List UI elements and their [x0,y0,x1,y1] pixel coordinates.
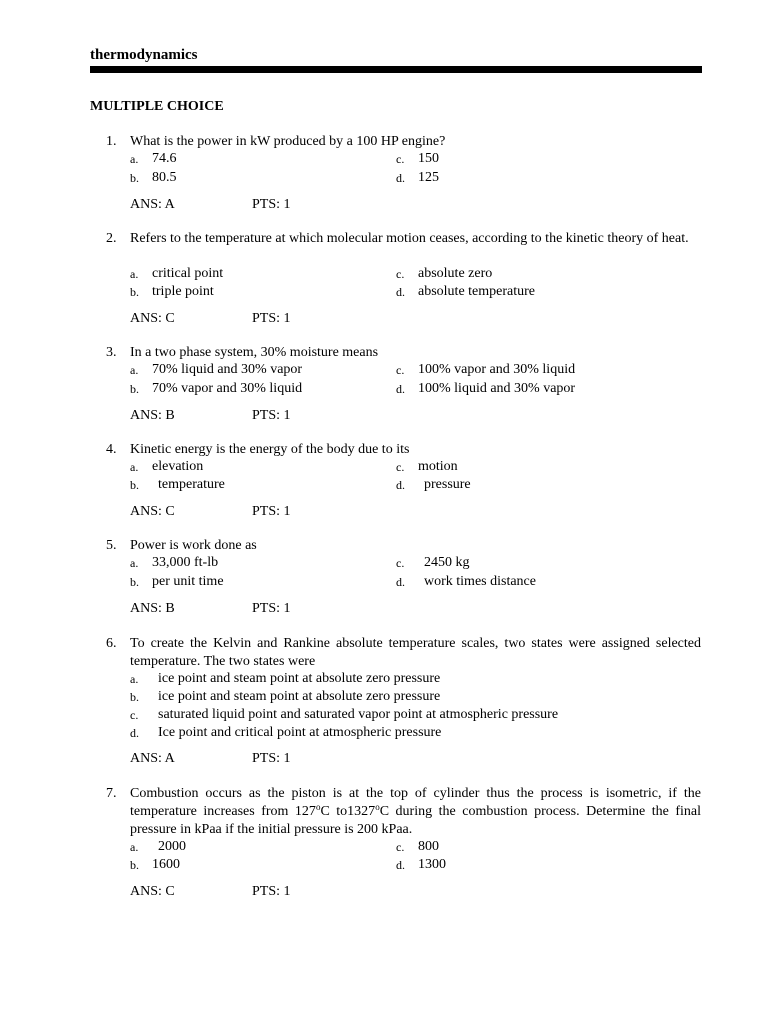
question-text: Kinetic energy is the energy of the body due to its [130,442,410,457]
choice-letter: b. [130,858,139,872]
choice-letter: a. [130,556,139,570]
choice-letter: a. [130,363,139,377]
choice-text: work times distance [424,574,536,589]
choice-text: 74.6 [152,151,177,166]
choice-letter: b. [130,690,139,704]
choice-text: 800 [418,839,439,854]
choice-text: 70% vapor and 30% liquid [152,381,303,396]
choice-letter: c. [396,267,405,281]
question-text: To create the Kelvin and Rankine absolute temperature scales, two states were assigned selected temperature. The two states were [130,636,701,669]
question-text [130,785,701,839]
question-text: What is the power in kW produced by a 100 HP engine? [130,134,446,149]
choice-text: absolute temperature [418,284,536,299]
question-text-part: C to1327 [320,804,376,819]
question-number: 6. [106,636,117,651]
points-label: PTS: 1 [252,884,291,899]
degree-superscript: o [315,802,321,812]
choice-letter: a. [130,672,139,686]
choice-text: 125 [418,170,439,185]
choice-text: motion [418,459,458,474]
answer-label: ANS: C [130,884,175,899]
header-rule [90,66,702,73]
section-title: MULTIPLE CHOICE [90,99,224,114]
choice-letter: d. [396,858,405,872]
choice-text: critical point [152,266,224,281]
question-text: Refers to the temperature at which molecular motion ceases, according to the kinetic theory of heat. [130,231,689,246]
answer-label: ANS: C [130,504,175,519]
choice-letter: d. [396,171,405,185]
question-number: 4. [106,442,117,457]
points-label: PTS: 1 [252,504,291,519]
choice-letter: b. [130,285,139,299]
document-header-title: thermodynamics [90,47,198,63]
choice-text: 100% vapor and 30% liquid [418,362,576,377]
question-text-part: C during the combustion process. Determine the final pressure in kPaa if the initial pressure is 200 kPaa. [130,804,701,837]
choice-text: Ice point and critical point at atmospheric pressure [158,725,442,740]
choice-text: saturated liquid point and saturated vapor point at atmospheric pressure [158,707,559,722]
question-text: Power is work done as [130,538,257,553]
answer-label: ANS: B [130,408,175,423]
choice-text: per unit time [152,574,224,589]
answer-label: ANS: C [130,311,175,326]
points-label: PTS: 1 [252,751,291,766]
points-label: PTS: 1 [252,197,291,212]
choice-text: 1600 [152,857,180,872]
choice-letter: d. [130,726,139,740]
points-label: PTS: 1 [252,311,291,326]
question-number: 7. [106,786,117,801]
choice-letter: c. [130,708,139,722]
choice-letter: c. [396,152,405,166]
question-text-part: Combustion occurs as the piston is at the top of cylinder thus the process is isometric, if the temperature increases from 127 [130,786,701,819]
choice-letter: c. [396,556,405,570]
question-number: 1. [106,134,117,149]
choice-letter: b. [130,382,139,396]
answer-label: ANS: A [130,197,175,212]
choice-letter: c. [396,363,405,377]
answer-label: ANS: B [130,601,175,616]
choice-letter: d. [396,382,405,396]
choice-text: 150 [418,151,439,166]
choice-text: 1300 [418,857,446,872]
choice-text: 2000 [158,839,186,854]
choice-text: triple point [152,284,214,299]
choice-text: 70% liquid and 30% vapor [152,362,303,377]
choice-letter: a. [130,460,139,474]
answer-label: ANS: A [130,751,175,766]
question-number: 5. [106,538,117,553]
choice-letter: b. [130,171,139,185]
choice-text: ice point and steam point at absolute zero pressure [158,671,441,686]
choice-letter: d. [396,575,405,589]
choice-letter: b. [130,478,139,492]
choice-text: elevation [152,459,204,474]
choice-text: 80.5 [152,170,177,185]
choice-letter: c. [396,840,405,854]
question-number: 2. [106,231,117,246]
choice-text: 100% liquid and 30% vapor [418,381,576,396]
choice-text: pressure [424,477,471,492]
choice-text: absolute zero [418,266,493,281]
choice-text: ice point and steam point at absolute zero pressure [158,689,441,704]
choice-letter: a. [130,152,139,166]
points-label: PTS: 1 [252,601,291,616]
choice-letter: d. [396,478,405,492]
choice-text: 2450 kg [424,555,470,570]
points-label: PTS: 1 [252,408,291,423]
choice-letter: d. [396,285,405,299]
choice-letter: b. [130,575,139,589]
choice-text: temperature [158,477,225,492]
question-text: In a two phase system, 30% moisture means [130,345,379,360]
degree-superscript: o [375,802,380,812]
choice-text: 33,000 ft-lb [152,555,219,570]
choice-letter: a. [130,840,139,854]
choice-letter: a. [130,267,139,281]
question-number: 3. [106,345,117,360]
choice-letter: c. [396,460,405,474]
